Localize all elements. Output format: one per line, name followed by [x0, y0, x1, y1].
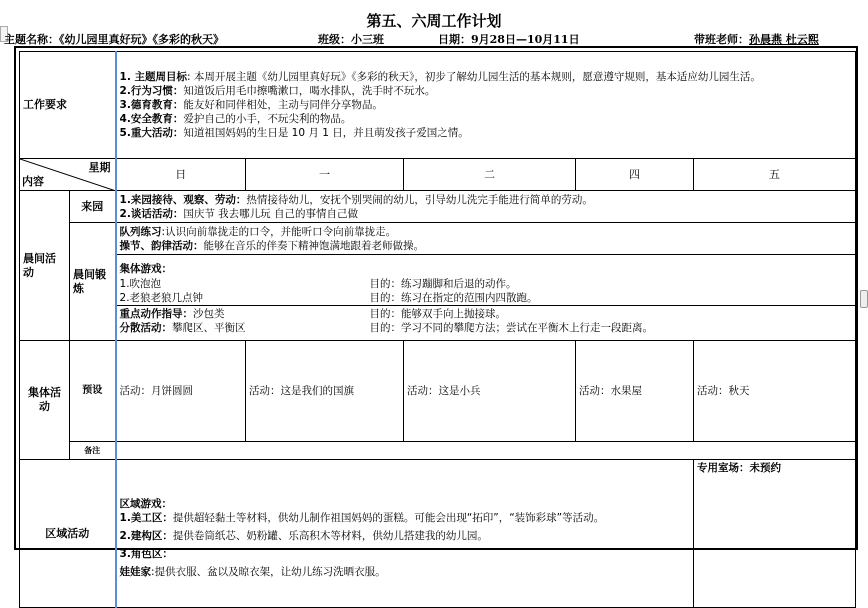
activity-4: 活动：秋天: [694, 341, 856, 442]
page-title: 第五、六周工作计划: [366, 12, 502, 30]
date-label: 日期：: [438, 33, 471, 46]
exercise-row-2: [20, 255, 856, 341]
date-line: [438, 31, 580, 45]
requirements-label: 工作要求: [20, 52, 116, 159]
class-label: 班级：: [318, 33, 351, 46]
area-label: 区域活动: [20, 460, 116, 608]
day-3: 四: [576, 159, 694, 191]
req-line-2: 2.行为习惯：知道饭后用毛巾擦嘴漱口，喝水排队，洗手时不玩水。: [119, 85, 436, 97]
exercise-drill-content: 队列练习:认识向前靠拢走的口令，并能听口令向前靠拢走。 操节、韵律活动：能够在音乐的伴奏下精神饱满地跟着老师做操。: [116, 223, 856, 255]
area-content: 区域游戏： 1.美工区：提供超轻黏土等材料，供幼儿制作祖国妈妈的蛋糕。可能会出现“拓印”，“装饰彩球”等活动。 2.建构区：提供卷筒纸芯、奶粉罐、乐高积木等材料，供幼儿搭建我的幼儿园。 3.角色区： 娃娃家:提供衣服、盆以及晾衣架，让幼儿练习洗晒衣服。: [116, 460, 694, 608]
exercise-row-1: [20, 223, 856, 255]
scroll-handle[interactable]: [860, 290, 868, 308]
requirements-row: [20, 52, 856, 159]
days-header-row: [20, 159, 856, 191]
activity-1: 活动：这是我们的国旗: [246, 341, 404, 442]
arrival-label: 来园: [70, 191, 116, 223]
day-2: 二: [404, 159, 576, 191]
note-label: 备注: [70, 442, 116, 460]
req-line-5: 5.重大活动：知道祖国妈妈的生日是 10 月 1 日，并且萌发孩子爱国之情。: [119, 127, 469, 139]
plan-label: 预设: [70, 341, 116, 442]
req-line-3: 3.德育教育：能友好和同伴相处，主动与同伴分享物品。: [119, 99, 383, 111]
corner-bottom-label: 内容: [22, 175, 44, 188]
arrival-content: 1.来园接待、观察、劳动：热情接待幼儿，安抚个别哭闹的幼儿，引导幼儿洗完手能进行简单的劳动。 2.谈话活动：国庆节 我去哪儿玩 自己的事情自己做: [116, 191, 856, 223]
collective-note-row: [20, 442, 856, 460]
work-plan-table: [19, 51, 856, 608]
class-value: 小三班: [351, 33, 384, 46]
req-line-4: 4.安全教育：爱护自己的小手，不玩尖利的物品。: [119, 113, 352, 125]
theme-line: [4, 31, 224, 45]
corner-top-label: 星期: [88, 161, 111, 174]
note-content: [116, 442, 856, 460]
area-row: [20, 460, 856, 608]
activity-3: 活动：水果屋: [576, 341, 694, 442]
day-0: 日: [116, 159, 246, 191]
date-value: 9月28日—10月11日: [471, 33, 580, 46]
class-line: [318, 31, 384, 45]
exercise-games-content: 集体游戏： 1.吹泡泡 目的：练习蹦脚和后退的动作。 2.老狼老狼几点钟 目的：练习在指定的范围内四散跑。 重点动作指导：沙包类 目的：能够双手向上抛接球。 分散活动：攀爬区、平衡区 目的：学习不同的攀爬方法；尝试在平衡木上行走一段距离。: [116, 255, 856, 341]
room-content: 专用室场：未预约: [694, 460, 856, 608]
theme-value: 《幼儿园里真好玩》《多彩的秋天》: [59, 33, 224, 46]
teacher-label: 带班老师：: [694, 33, 749, 46]
collective-label: 集体活动: [20, 341, 70, 460]
teacher-value: 孙晨燕 杜云熙: [749, 33, 819, 46]
requirements-content: [116, 52, 856, 159]
morning-label: 晨间活动: [20, 191, 70, 341]
corner-cell: [20, 159, 116, 191]
theme-label: 主题名称：: [4, 33, 59, 46]
activity-0: 活动：月饼圆圆: [116, 341, 246, 442]
day-1: 一: [246, 159, 404, 191]
exercise-label: 晨间锻炼: [70, 223, 116, 341]
teacher-line: [694, 31, 819, 45]
day-4: 五: [694, 159, 856, 191]
activity-2: 活动：这是小兵: [404, 341, 576, 442]
arrival-row: [20, 191, 856, 223]
req-line-1: 1. 主题周目标: 本周开展主题《幼儿园里真好玩》《多彩的秋天》，初步了解幼儿园生活的基本规则，愿意遵守规则，基本适应幼儿园生活。: [119, 71, 761, 83]
collective-plan-row: [20, 341, 856, 442]
